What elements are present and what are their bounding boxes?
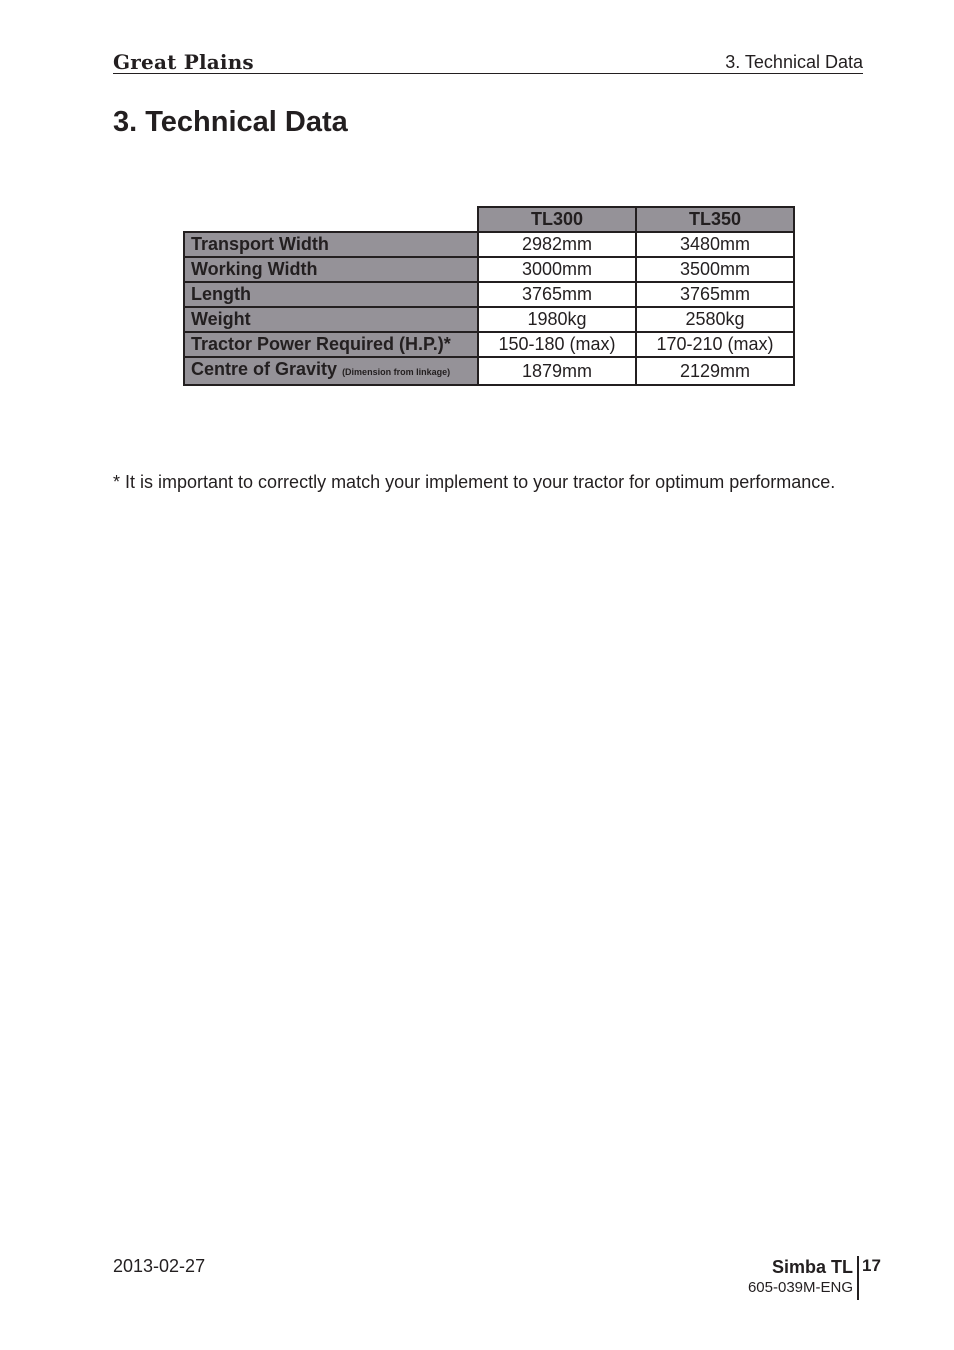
cell-value: 1879mm — [478, 357, 636, 385]
table-row — [184, 282, 794, 307]
cell-value: 3765mm — [478, 282, 636, 307]
footer-model-name: Simba TL — [771, 1257, 853, 1277]
table-row — [184, 257, 794, 282]
row-label: Tractor Power Required (H.P.)* — [184, 332, 478, 357]
page-title: 3. Technical Data — [113, 106, 348, 138]
cell-value: 2982mm — [478, 232, 636, 257]
row-label: Weight — [184, 307, 478, 332]
row-label: Transport Width — [184, 232, 478, 257]
technical-data-table — [183, 206, 795, 386]
cell-value: 3500mm — [636, 257, 794, 282]
column-header-tl350: TL350 — [636, 207, 794, 232]
cell-value: 1980kg — [478, 307, 636, 332]
row-label: Length — [184, 282, 478, 307]
cell-value: 2129mm — [636, 357, 794, 385]
row-label: Centre of Gravity (Dimension from linkage) — [184, 357, 478, 385]
row-label: Working Width — [184, 257, 478, 282]
footer-divider — [857, 1256, 859, 1300]
column-header-tl300: TL300 — [478, 207, 636, 232]
table-row — [184, 307, 794, 332]
header-divider — [113, 73, 863, 74]
header-section-title: 3. Technical Data — [725, 52, 863, 72]
page-number: 17 — [862, 1256, 881, 1275]
cell-value: 3480mm — [636, 232, 794, 257]
footer-date: 2013-02-27 — [113, 1256, 206, 1276]
table-row — [184, 357, 794, 385]
table-header-row — [184, 207, 794, 232]
table-row — [184, 332, 794, 357]
cell-value: 3765mm — [636, 282, 794, 307]
table-row — [184, 232, 794, 257]
cell-value: 2580kg — [636, 307, 794, 332]
table-corner — [184, 207, 478, 232]
cell-value: 3000mm — [478, 257, 636, 282]
brand-logo: Great Plains — [113, 50, 254, 74]
cell-value: 150-180 (max) — [478, 332, 636, 357]
footnote: * It is important to correctly match your implement to your tractor for optimum performance. — [113, 472, 836, 492]
cell-value: 170-210 (max) — [636, 332, 794, 357]
footer-doc-number: 605-039M-ENG — [747, 1279, 853, 1296]
row-label-note: (Dimension from linkage) — [342, 367, 451, 377]
